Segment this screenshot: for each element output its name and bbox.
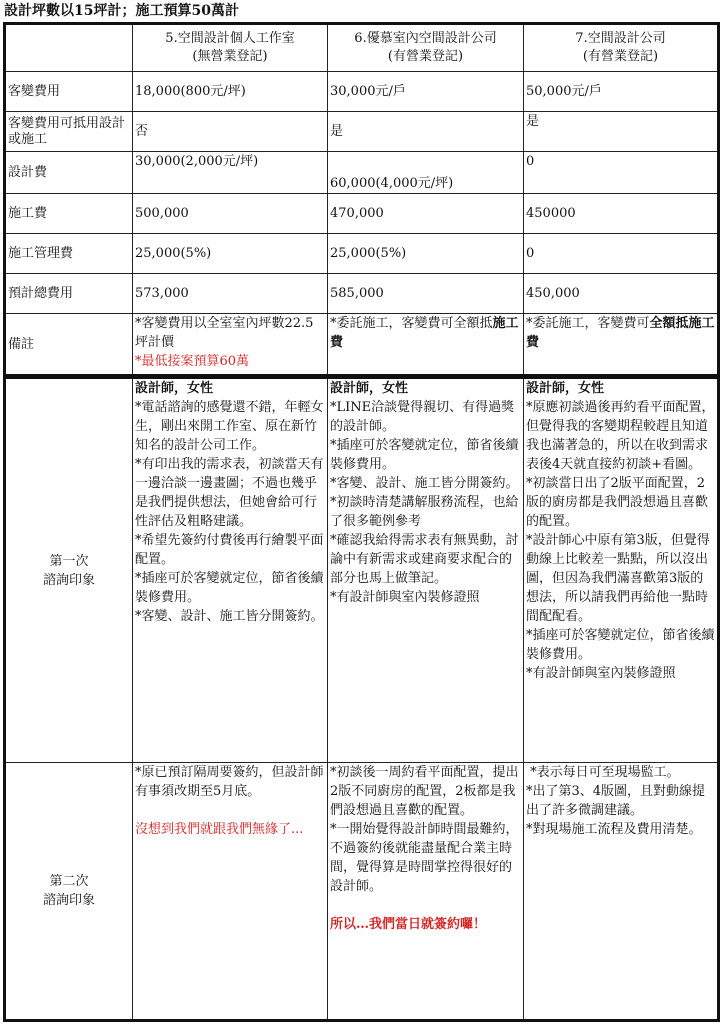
row-label-line: 第一次 bbox=[49, 553, 89, 569]
second-consult-row bbox=[5, 763, 719, 1021]
company-registration: (有營業登記) bbox=[582, 49, 659, 64]
table-row bbox=[5, 234, 719, 274]
para: *設計師心中原有第3版，但覺得動線上比較差一點點，所以沒出圖，但因為我們滿喜歡第3版的想法，所以請我們再給他一點時間配配看。 bbox=[526, 533, 710, 624]
impression-cell bbox=[328, 763, 524, 1021]
table-row bbox=[5, 194, 719, 234]
cell: 否 bbox=[133, 112, 328, 152]
red-remark: 所以…我們當日就簽約囉！ bbox=[330, 917, 487, 932]
table-row bbox=[5, 274, 719, 314]
note-row bbox=[5, 314, 719, 376]
cell: 18,000(800元/坪) bbox=[133, 72, 328, 112]
para: *初談後一周約看平面配置，提出2版不同廚房的配置，2板都是我們設想過且喜歡的配置。 *一開始覺得設計師時間最難約，不過簽約後就能盡量配合業主時間，覺得算是時間掌控得很好的設計師。 bbox=[330, 765, 519, 894]
company-registration: (無營業登記) bbox=[192, 49, 268, 64]
row-label-line: 諮詢印象 bbox=[42, 893, 95, 908]
impression-table bbox=[3, 376, 720, 1022]
header-company-6 bbox=[328, 24, 524, 72]
row-label: 施工費 bbox=[5, 194, 133, 234]
header-empty-cell bbox=[5, 24, 133, 72]
para: *原應初談過後再約看平面配置，但覺得我的客變期程較趕且知道我也滿著急的，所以在收到需求表後4天就直接約初談+看圖。 bbox=[526, 400, 715, 472]
table-row bbox=[5, 72, 719, 112]
para: *插座可於客變就定位，節省後續裝修費用。 bbox=[526, 628, 715, 662]
note-cell bbox=[328, 314, 524, 376]
note-text: *委託施工，客變費可全額抵 bbox=[330, 316, 493, 331]
row-label: 設計費 bbox=[5, 152, 133, 194]
note-emphasis: 施工費 bbox=[330, 316, 519, 350]
para: *客變、設計、施工皆分開簽約。 bbox=[135, 609, 324, 624]
impression-cell bbox=[133, 378, 328, 763]
first-consult-row bbox=[5, 378, 719, 763]
cell: 30,000(2,000元/坪) bbox=[133, 152, 328, 194]
company-registration: (有營業登記) bbox=[387, 49, 464, 64]
header-company-5 bbox=[133, 24, 328, 72]
para: *有設計師與室內裝修證照 bbox=[330, 590, 480, 605]
cell: 0 bbox=[524, 234, 719, 274]
row-label-line: 諮詢印象 bbox=[42, 572, 95, 588]
para: *客變、設計、施工皆分開簽約。 bbox=[330, 476, 519, 491]
table-header-row bbox=[5, 24, 719, 72]
para: *希望先簽約付費後再行繪製平面配置。 bbox=[135, 533, 324, 567]
para: *LINE洽談覺得親切、有得過獎的設計師。 bbox=[330, 400, 515, 434]
cell: 450000 bbox=[524, 194, 719, 234]
cell: 585,000 bbox=[328, 274, 524, 314]
note-text: *客變費用以全室室內坪數22.5坪計價 bbox=[135, 316, 314, 350]
para: *原已預訂隔周要簽約，但設計師有事須改期至5月底。 bbox=[135, 765, 324, 799]
para: *確認我給得需求表有無異動，討論中有新需求或建商要求配合的部分也馬上做筆記。 bbox=[330, 533, 519, 586]
impression-cell bbox=[328, 378, 524, 763]
row-label bbox=[5, 378, 133, 763]
note-emphasis: 全額抵施工費 bbox=[526, 316, 715, 350]
row-label: 客變費用可抵用設計或施工 bbox=[5, 112, 133, 152]
cell: 0 bbox=[524, 152, 719, 194]
table-row bbox=[5, 112, 719, 152]
para: *出了第3、4版圖，且對動線提出了許多微調建議。 bbox=[526, 784, 706, 818]
designer-title: 設計師，女性 bbox=[330, 381, 409, 396]
impression-cell bbox=[133, 763, 328, 1021]
row-label: 施工管理費 bbox=[5, 234, 133, 274]
para: *有設計師與室內裝修證照 bbox=[526, 666, 676, 681]
para: *初談當日出了2版平面配置，2版的廚房都是我們設想過且喜歡的配置。 bbox=[526, 476, 709, 529]
cell: 470,000 bbox=[328, 194, 524, 234]
row-label-line: 第二次 bbox=[49, 874, 89, 889]
impression-cell bbox=[524, 378, 719, 763]
page-heading: 設計坪數以15坪計；施工預算50萬計 bbox=[4, 3, 239, 19]
header-company-7 bbox=[524, 24, 719, 72]
para: *對現場施工流程及費用清楚。 bbox=[526, 822, 702, 837]
company-name: 7.空間設計公司 bbox=[575, 31, 666, 46]
cell: 60,000(4,000元/坪) bbox=[328, 152, 524, 194]
red-remark: 沒想到我們就跟我們無緣了... bbox=[135, 822, 304, 837]
cell: 25,000(5%) bbox=[328, 234, 524, 274]
row-label: 預計總費用 bbox=[5, 274, 133, 314]
row-label: 客變費用 bbox=[5, 72, 133, 112]
para: *初談時清楚講解服務流程，也給了很多範例參考 bbox=[330, 495, 519, 529]
row-label bbox=[5, 763, 133, 1021]
cell: 是 bbox=[524, 112, 719, 152]
para: *表示每日可至現場監工。 bbox=[526, 765, 680, 780]
para: *有印出我的需求表，初談當天有一邊洽談一邊畫圖；不過也幾乎是我們提供想法，但她會給可行性評估及粗略建議。 bbox=[135, 457, 324, 529]
company-name: 5.空間設計個人工作室 bbox=[165, 31, 295, 46]
cell: 50,000元/戶 bbox=[524, 72, 719, 112]
para: *插座可於客變就定位，節省後續裝修費用。 bbox=[135, 571, 324, 605]
cell: 450,000 bbox=[524, 274, 719, 314]
cell: 500,000 bbox=[133, 194, 328, 234]
cell: 25,000(5%) bbox=[133, 234, 328, 274]
note-cell bbox=[524, 314, 719, 376]
designer-title: 設計師，女性 bbox=[526, 381, 605, 396]
cell: 573,000 bbox=[133, 274, 328, 314]
note-text: *委託施工，客變費可 bbox=[526, 316, 650, 331]
note-cell bbox=[133, 314, 328, 376]
cost-comparison-table bbox=[3, 22, 720, 377]
table-row bbox=[5, 152, 719, 194]
cell: 是 bbox=[328, 112, 524, 152]
company-name: 6.優慕室內空間設計公司 bbox=[354, 31, 497, 46]
para: *插座可於客變就定位，節省後續裝修費用。 bbox=[330, 438, 519, 472]
cell: 30,000元/戶 bbox=[328, 72, 524, 112]
para: *電話諮詢的感覺還不錯，年輕女生，剛出來開工作室、原在新竹知名的設計公司工作。 bbox=[135, 400, 324, 453]
row-label: 備註 bbox=[5, 314, 133, 376]
designer-title: 設計師，女性 bbox=[135, 381, 214, 396]
note-highlight: *最低接案預算60萬 bbox=[135, 354, 250, 369]
impression-cell bbox=[524, 763, 719, 1021]
